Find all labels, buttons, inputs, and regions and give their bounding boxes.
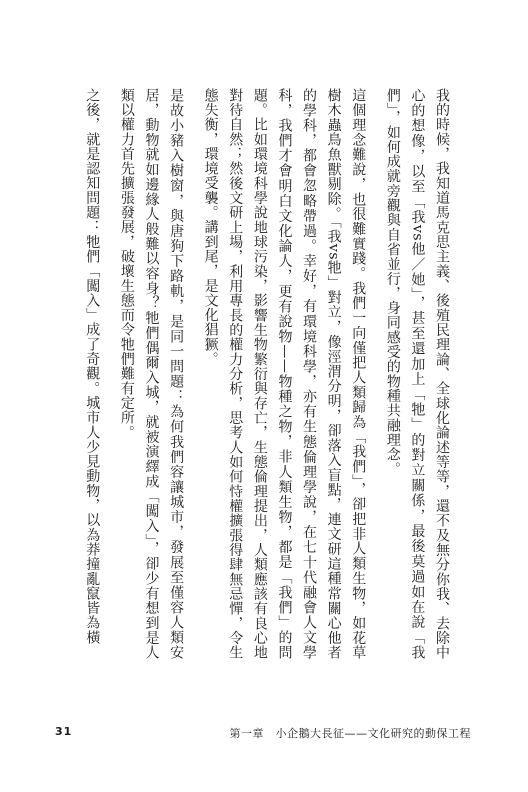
page-number: 31 [55, 725, 73, 738]
page-footer [0, 725, 528, 747]
running-head: 第一章 小企鵝大長征——文化研究的動保工程 [229, 727, 471, 740]
paragraph-3: 是故小豬入樹窗，與唐狗下路軌，是同一問題：為何我們容讓城市，發展至僅容人類安居，動物就如邊緣人般難以容身？牠們偶爾入城，就被演繹成「闖入」，卻少有想到是人類以權力首先擴張發展，破壞生態而令牠們難有定所。 [118, 88, 185, 660]
paragraph-2: 這個理念難說，也很難實踐。我們一向僅把人類歸為「我們」，卻把非人類生物，如花草樹木蟲鳥魚獸剔除。「我vs牠」對立，像涇渭分明，卻落入盲點，連文研這種常關心他者的學科，都會忽略帶過。幸好，有環境科學，亦有生態倫理學說，在七十代融會人文學科，我們才會明白文化論人，更有說物——物種之物，非人類生物，都是「我們」的問題。比如環境科學說地球污染，影響生物繁衍與存亡，生態倫理提出，人類應該有良心地對待自然；然後文研上場，利用專長的權力分析，思考人如何恃權擴張得肆無忌憚，令生態失衡，環境受襲。講到尾，是文化猖獗。 [202, 88, 367, 660]
paragraph-1: 我的時候，我知道馬克思主義、後殖民理論、全球化論述等等，還不及無分你我、去除中心的想像，以至「我vs他／她」，甚至還加上「牠」的對立關係，最後莫過如在說「我們」，如何成就旁觀與自省並行，身同感受的物種共融理念。 [384, 88, 450, 660]
body-text [80, 88, 454, 660]
paragraph-4: 之後，就是認知問題：牠們「闖入」成了奇觀。城市人少見動物，以為莽撞亂竄皆為橫 [84, 88, 101, 645]
